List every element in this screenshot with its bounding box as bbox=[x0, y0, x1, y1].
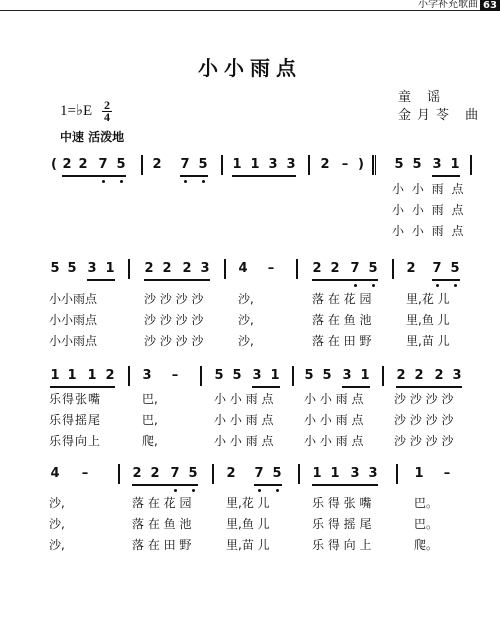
barline bbox=[375, 155, 376, 175]
lyric: 乐得摇尾 bbox=[49, 413, 102, 427]
beam bbox=[180, 175, 208, 177]
beam bbox=[432, 175, 460, 177]
barline bbox=[298, 464, 300, 484]
lyric: 里,花 儿 bbox=[226, 496, 270, 510]
note: 1 bbox=[312, 466, 322, 481]
beam bbox=[132, 484, 198, 486]
lyric: 落 在 鱼 池 bbox=[132, 517, 192, 531]
beam bbox=[50, 386, 115, 388]
lyric: 里,苗 儿 bbox=[406, 334, 450, 348]
note: 7 bbox=[170, 466, 180, 481]
note: 2 bbox=[62, 157, 72, 172]
note: 2 bbox=[226, 466, 236, 481]
low-octave-dot bbox=[258, 489, 261, 492]
lyric-line: 小 小 雨 点 bbox=[392, 182, 466, 196]
barline bbox=[200, 366, 202, 386]
beam bbox=[144, 279, 210, 281]
lyric: 沙, bbox=[49, 496, 65, 510]
lyric: 巴。 bbox=[414, 496, 439, 510]
note: 3 bbox=[268, 157, 278, 172]
barline bbox=[308, 155, 310, 175]
note: 2 bbox=[406, 261, 416, 276]
beam bbox=[396, 386, 462, 388]
note: 2 bbox=[312, 261, 322, 276]
note: 1 bbox=[414, 466, 424, 481]
low-octave-dot bbox=[436, 284, 439, 287]
note: 1 bbox=[450, 157, 460, 172]
dash: – bbox=[267, 261, 275, 276]
low-octave-dot bbox=[192, 489, 195, 492]
lyric: 乐 得 摇 尾 bbox=[312, 517, 372, 531]
note: 3 bbox=[252, 368, 262, 383]
note: 4 bbox=[238, 261, 248, 276]
note: 3 bbox=[286, 157, 296, 172]
note: 5 bbox=[304, 368, 314, 383]
lyric: 落 在 鱼 池 bbox=[312, 313, 372, 327]
dash: – bbox=[81, 466, 89, 481]
note: 2 bbox=[132, 466, 142, 481]
dash: – bbox=[443, 466, 451, 481]
barline bbox=[141, 155, 143, 175]
key-label: 1=♭E bbox=[60, 102, 93, 119]
note: 2 bbox=[144, 261, 154, 276]
note: 3 bbox=[432, 157, 442, 172]
lyric: 小 小 雨 点 bbox=[304, 392, 364, 406]
low-octave-dot bbox=[372, 284, 375, 287]
note: 7 bbox=[432, 261, 442, 276]
barline bbox=[128, 259, 130, 279]
intro-paren-open: ( bbox=[51, 157, 57, 172]
key-signature bbox=[60, 100, 112, 123]
dash: – bbox=[341, 157, 349, 172]
note: 2 bbox=[434, 368, 444, 383]
note: 1 bbox=[232, 157, 242, 172]
note: 5 bbox=[50, 261, 60, 276]
time-signature bbox=[102, 100, 112, 123]
note: 7 bbox=[350, 261, 360, 276]
lyricist-credit: 童 谣 bbox=[398, 90, 447, 105]
lyric: 沙 沙 沙 沙 bbox=[144, 334, 204, 348]
lyric: 乐 得 张 嘴 bbox=[312, 496, 372, 510]
note: 1 bbox=[360, 368, 370, 383]
note: 5 bbox=[232, 368, 242, 383]
low-octave-dot bbox=[102, 180, 105, 183]
note: 1 bbox=[105, 261, 115, 276]
note: 2 bbox=[414, 368, 424, 383]
barline bbox=[221, 155, 223, 175]
lyric: 乐得张嘴 bbox=[49, 392, 102, 406]
page-number: 63 bbox=[480, 0, 500, 11]
note: 1 bbox=[50, 368, 60, 383]
note: 5 bbox=[67, 261, 77, 276]
lyric: 沙 沙 沙 沙 bbox=[144, 292, 204, 306]
note: 3 bbox=[350, 466, 360, 481]
beam bbox=[252, 386, 280, 388]
lyric: 小 小 雨 点 bbox=[214, 413, 274, 427]
note: 3 bbox=[452, 368, 462, 383]
note: 1 bbox=[270, 368, 280, 383]
lyric: 落 在 花 园 bbox=[312, 292, 372, 306]
note: 1 bbox=[250, 157, 260, 172]
barline bbox=[128, 366, 130, 386]
note: 2 bbox=[162, 261, 172, 276]
note: 2 bbox=[150, 466, 160, 481]
lyric: 里,花 儿 bbox=[406, 292, 450, 306]
note: 1 bbox=[67, 368, 77, 383]
lyric: 小 小 雨 点 bbox=[304, 413, 364, 427]
barline bbox=[224, 259, 226, 279]
barline bbox=[396, 464, 398, 484]
note: 5 bbox=[272, 466, 282, 481]
lyric: 乐 得 向 上 bbox=[312, 538, 372, 552]
lyric: 落 在 田 野 bbox=[132, 538, 192, 552]
note: 7 bbox=[254, 466, 264, 481]
tempo-marking: 中速 活泼地 bbox=[60, 130, 125, 144]
lyric: 沙, bbox=[49, 538, 65, 552]
low-octave-dot bbox=[202, 180, 205, 183]
lyric: 小小雨点 bbox=[49, 292, 98, 306]
lyric: 小 小 雨 点 bbox=[214, 434, 274, 448]
note: 2 bbox=[182, 261, 192, 276]
barline bbox=[392, 259, 394, 279]
note: 3 bbox=[200, 261, 210, 276]
low-octave-dot bbox=[454, 284, 457, 287]
lyric: 沙 沙 沙 沙 bbox=[394, 434, 454, 448]
low-octave-dot bbox=[354, 284, 357, 287]
note: 2 bbox=[396, 368, 406, 383]
note: 2 bbox=[330, 261, 340, 276]
low-octave-dot bbox=[184, 180, 187, 183]
header-rule bbox=[0, 10, 500, 11]
note: 5 bbox=[188, 466, 198, 481]
lyric: 巴, bbox=[142, 392, 158, 406]
lyric: 乐得向上 bbox=[49, 434, 102, 448]
time-top: 2 bbox=[103, 98, 110, 112]
barline bbox=[470, 155, 472, 175]
lyric-line: 小 小 雨 点 bbox=[392, 203, 466, 217]
lyric: 沙, bbox=[238, 292, 254, 306]
barline bbox=[212, 464, 214, 484]
composer-credit: 金月苓 曲 bbox=[398, 108, 485, 123]
barline bbox=[296, 259, 298, 279]
barline bbox=[118, 464, 120, 484]
lyric-line: 小 小 雨 点 bbox=[392, 224, 466, 238]
note: 5 bbox=[412, 157, 422, 172]
beam bbox=[87, 279, 115, 281]
beam bbox=[232, 175, 296, 177]
lyric: 沙, bbox=[238, 334, 254, 348]
note: 2 bbox=[78, 157, 88, 172]
intro-paren-close: ) bbox=[358, 157, 364, 172]
note: 1 bbox=[87, 368, 97, 383]
lyric: 里,鱼 儿 bbox=[406, 313, 450, 327]
note: 3 bbox=[87, 261, 97, 276]
note: 5 bbox=[450, 261, 460, 276]
lyric: 小 小 雨 点 bbox=[304, 434, 364, 448]
lyric: 沙, bbox=[49, 517, 65, 531]
note: 5 bbox=[394, 157, 404, 172]
barline bbox=[382, 366, 384, 386]
lyric: 沙, bbox=[238, 313, 254, 327]
note: 3 bbox=[368, 466, 378, 481]
note: 3 bbox=[342, 368, 352, 383]
note: 2 bbox=[152, 157, 162, 172]
lyric: 爬。 bbox=[414, 538, 439, 552]
note: 3 bbox=[142, 368, 152, 383]
note: 5 bbox=[116, 157, 126, 172]
note: 5 bbox=[368, 261, 378, 276]
lyric: 落 在 花 园 bbox=[132, 496, 192, 510]
lyric: 落 在 田 野 bbox=[312, 334, 372, 348]
beam bbox=[254, 484, 282, 486]
note: 2 bbox=[105, 368, 115, 383]
beam bbox=[312, 484, 378, 486]
note: 7 bbox=[180, 157, 190, 172]
lyric: 里,鱼 儿 bbox=[226, 517, 270, 531]
lyric: 沙 沙 沙 沙 bbox=[144, 313, 204, 327]
beam bbox=[432, 279, 460, 281]
song-title: 小小雨点 bbox=[198, 56, 302, 80]
low-octave-dot bbox=[276, 489, 279, 492]
barline bbox=[372, 155, 374, 175]
lyric: 小小雨点 bbox=[49, 334, 98, 348]
note: 5 bbox=[214, 368, 224, 383]
note: 2 bbox=[320, 157, 330, 172]
note: 1 bbox=[330, 466, 340, 481]
note: 4 bbox=[50, 466, 60, 481]
note: 7 bbox=[98, 157, 108, 172]
note: 5 bbox=[322, 368, 332, 383]
lyric: 沙 沙 沙 沙 bbox=[394, 392, 454, 406]
lyric: 巴。 bbox=[414, 517, 439, 531]
lyric: 巴, bbox=[142, 413, 158, 427]
note: 5 bbox=[198, 157, 208, 172]
low-octave-dot bbox=[120, 180, 123, 183]
time-bottom: 4 bbox=[103, 110, 110, 124]
beam bbox=[62, 175, 126, 177]
lyric: 爬, bbox=[142, 434, 158, 448]
low-octave-dot bbox=[174, 489, 177, 492]
beam bbox=[312, 279, 378, 281]
beam bbox=[342, 386, 370, 388]
lyric: 沙 沙 沙 沙 bbox=[394, 413, 454, 427]
lyric: 小小雨点 bbox=[49, 313, 98, 327]
barline bbox=[292, 366, 294, 386]
lyric: 里,苗 儿 bbox=[226, 538, 270, 552]
dash: – bbox=[171, 368, 179, 383]
lyric: 小 小 雨 点 bbox=[214, 392, 274, 406]
running-title: 小学补充歌曲 bbox=[418, 0, 478, 10]
